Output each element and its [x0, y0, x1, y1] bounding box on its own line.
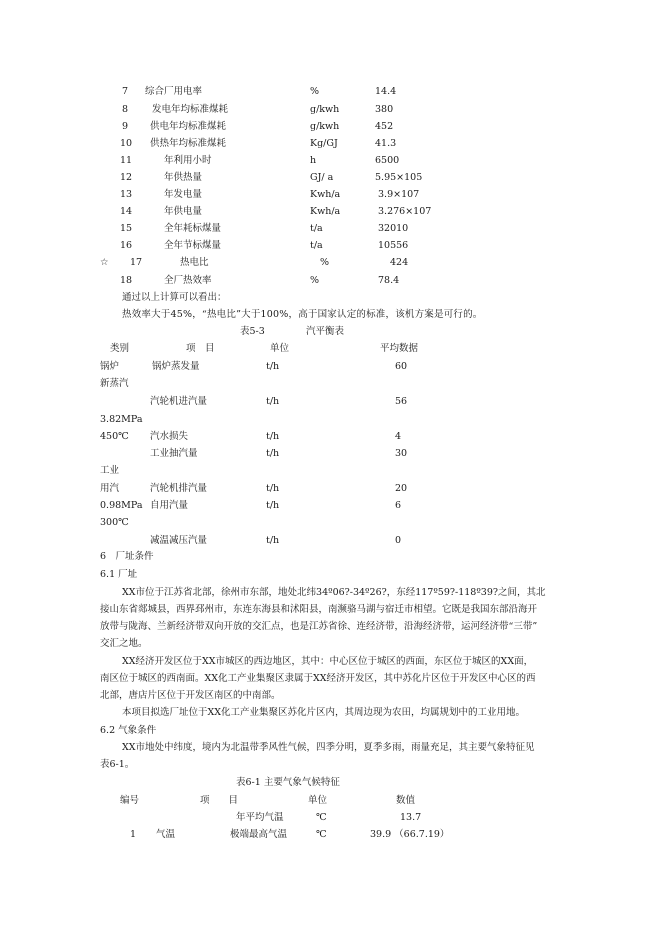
table-cell-item: 汽轮机排汽量: [150, 483, 208, 494]
table-cell-unit: t/h: [266, 535, 280, 546]
table-cell-no: 10: [120, 138, 133, 149]
table-cell-item: 供热年均标准煤耗: [150, 138, 227, 149]
table-category: 新蒸汽: [100, 378, 129, 389]
table-cell-no: 7: [122, 86, 129, 97]
table-cell-value: 6500: [375, 155, 400, 166]
table-caption: 表6-1 主要气象气候特征: [236, 777, 340, 788]
table-cell-unit: g/kwh: [310, 121, 340, 132]
table-header-unit: 单位: [270, 343, 290, 354]
table-cell-unit: t/h: [266, 361, 280, 372]
star-mark: ☆: [100, 257, 109, 268]
table-cell-value: 60: [395, 361, 408, 372]
table-cell-item: 供电年均标准煤耗: [150, 121, 227, 132]
table-header-unit: 单位: [308, 795, 328, 806]
table-cell-no: 15: [120, 223, 133, 234]
table-cell-no: 18: [120, 275, 133, 286]
table-cell-item: 减温减压汽量: [150, 535, 208, 546]
table-cell-no: 1: [130, 829, 137, 840]
table-cell-value: 424: [390, 257, 409, 268]
table-cell-unit: t/a: [310, 223, 323, 234]
table-cell-no: 16: [120, 240, 133, 251]
table-cell-item: 年平均气温: [236, 812, 284, 823]
table-cell-unit: t/h: [266, 431, 280, 442]
table-cell-unit: ℃: [316, 812, 327, 823]
table-cell-unit: Kwh/a: [310, 189, 341, 200]
table-caption-title: 汽平衡表: [306, 326, 345, 337]
table-cell-item: 全年节标煤量: [164, 240, 222, 251]
table-cell-item: 锅炉蒸发量: [152, 361, 200, 372]
table-cell-item: 年供电量: [164, 206, 203, 217]
table-header-item: 项 目: [200, 795, 239, 806]
paragraph-line: 放带与陇海、兰新经济带双向开放的交汇点，也是江苏省徐、连经济带，沿海经济带，运河经济带“三带”: [100, 621, 538, 632]
table-cell-item: 极端最高气温: [230, 829, 288, 840]
table-cell-unit: h: [310, 155, 317, 166]
table-cell-value: 39.9 （66.7.19）: [370, 829, 450, 840]
table-cell-unit: %: [310, 275, 320, 286]
paragraph-line: 北部，唐店片区位于开发区南区的中南部。: [100, 690, 281, 701]
paragraph-line: 本项目拟选厂址位于XX化工产业集聚区苏化片区内，其周边现为农田，均属规划中的工业用地。: [122, 707, 526, 718]
table-header-item: 项 目: [186, 343, 215, 354]
table-cell-value: 5.95×105: [375, 172, 423, 183]
table-cell-value: 0: [395, 535, 402, 546]
table-header-no: 编号: [120, 795, 140, 806]
table-cell-unit: Kwh/a: [310, 206, 341, 217]
table-cell-value: 41.3: [375, 138, 397, 149]
subsection-heading: 6.1 厂址: [100, 569, 138, 580]
table-cell-item: 自用汽量: [150, 500, 189, 511]
table-category: 450℃: [100, 431, 129, 442]
table-cell-no: 12: [120, 172, 133, 183]
table-cell-no: 9: [122, 121, 129, 132]
table-cell-item: 全厂热效率: [164, 275, 212, 286]
table-cell-no: 14: [120, 206, 133, 217]
table-cell-unit: t/h: [266, 448, 280, 459]
table-cell-item: 年供热量: [164, 172, 203, 183]
paragraph-line: XX市位于江苏省北部，徐州市东部，地处北纬34º06?-34º26?，东经117º59?-118º39?之间，其北: [122, 587, 546, 598]
table-caption-number: 表5-3: [240, 326, 265, 337]
table-cell-unit: t/h: [266, 500, 280, 511]
paragraph-line: 交汇之地。: [100, 638, 148, 649]
table-cell-category: 气温: [156, 829, 176, 840]
table-cell-value: 10556: [378, 240, 409, 251]
table-category: 用汽: [100, 483, 120, 494]
table-header-value: 数值: [396, 795, 416, 806]
subsection-heading: 6.2 气象条件: [100, 725, 157, 736]
table-cell-no: 11: [120, 155, 133, 166]
table-cell-item: 汽水损失: [150, 431, 189, 442]
table-cell-unit: t/h: [266, 396, 280, 407]
table-cell-item: 年发电量: [164, 189, 203, 200]
table-cell-item: 年利用小时: [164, 155, 212, 166]
table-category: 锅炉: [100, 361, 120, 372]
table-cell-unit: Kg/GJ: [310, 138, 338, 149]
table-category: 0.98MPa: [100, 500, 143, 511]
table-cell-value: 3.276×107: [378, 206, 432, 217]
table-cell-value: 78.4: [378, 275, 400, 286]
paragraph-line: XX经济开发区位于XX市城区的西边地区，其中：中心区位于城区的西面，东区位于城区的XX面，: [122, 656, 534, 667]
paragraph-line: 南区位于城区的西南面。XX化工产业集聚区隶属于XX经济开发区，其中苏化片区位于开发区中心区的西: [100, 673, 536, 684]
table-category: 3.82MPa: [100, 414, 143, 425]
table-cell-value: 13.7: [400, 812, 422, 823]
table-cell-item: 热电比: [180, 257, 209, 268]
table-cell-no: 8: [122, 104, 129, 115]
table-cell-unit: t/a: [310, 240, 323, 251]
conclusion-intro: 通过以上计算可以看出：: [122, 292, 227, 303]
table-cell-no: 13: [120, 189, 133, 200]
table-cell-value: 4: [395, 431, 402, 442]
table-cell-unit: %: [310, 86, 320, 97]
table-cell-value: 14.4: [375, 86, 397, 97]
table-cell-value: 380: [375, 104, 394, 115]
table-cell-unit: GJ/ a: [310, 172, 334, 183]
table-category: 工业: [100, 465, 120, 476]
table-header-category: 类别: [110, 343, 130, 354]
table-cell-unit: %: [320, 257, 330, 268]
paragraph-line: XX市地处中纬度，境内为北温带季风性气候，四季分明，夏季多雨，雨量充足，其主要气象特征见: [122, 742, 535, 753]
section-heading: 6 厂址条件: [100, 551, 154, 562]
table-cell-unit: g/kwh: [310, 104, 340, 115]
table-cell-item: 综合厂用电率: [145, 86, 203, 97]
table-category: 300℃: [100, 517, 129, 528]
table-cell-value: 30: [395, 448, 408, 459]
table-cell-unit: ℃: [316, 829, 327, 840]
table-header-value: 平均数据: [380, 343, 419, 354]
table-cell-value: 32010: [378, 223, 409, 234]
table-cell-value: 3.9×107: [378, 189, 420, 200]
table-cell-item: 全年耗标煤量: [164, 223, 222, 234]
paragraph-line: 接山东省郯城县，西界邳州市，东连东海县和沭阳县，南濒骆马湖与宿迁市相望。它既是我国东部沿海开: [100, 604, 538, 615]
table-cell-value: 56: [395, 396, 408, 407]
table-cell-value: 452: [375, 121, 394, 132]
table-cell-item: 发电年均标准煤耗: [152, 104, 229, 115]
paragraph-line: 表6-1。: [100, 759, 135, 770]
conclusion-text: 热效率大于45%，“热电比”大于100%，高于国家认定的标准，该机方案是可行的。: [122, 309, 483, 320]
table-cell-value: 20: [395, 483, 408, 494]
table-cell-item: 工业抽汽量: [150, 448, 198, 459]
table-cell-item: 汽轮机进汽量: [150, 396, 208, 407]
table-cell-unit: t/h: [266, 483, 280, 494]
table-cell-value: 6: [395, 500, 402, 511]
table-cell-no: 17: [130, 257, 143, 268]
